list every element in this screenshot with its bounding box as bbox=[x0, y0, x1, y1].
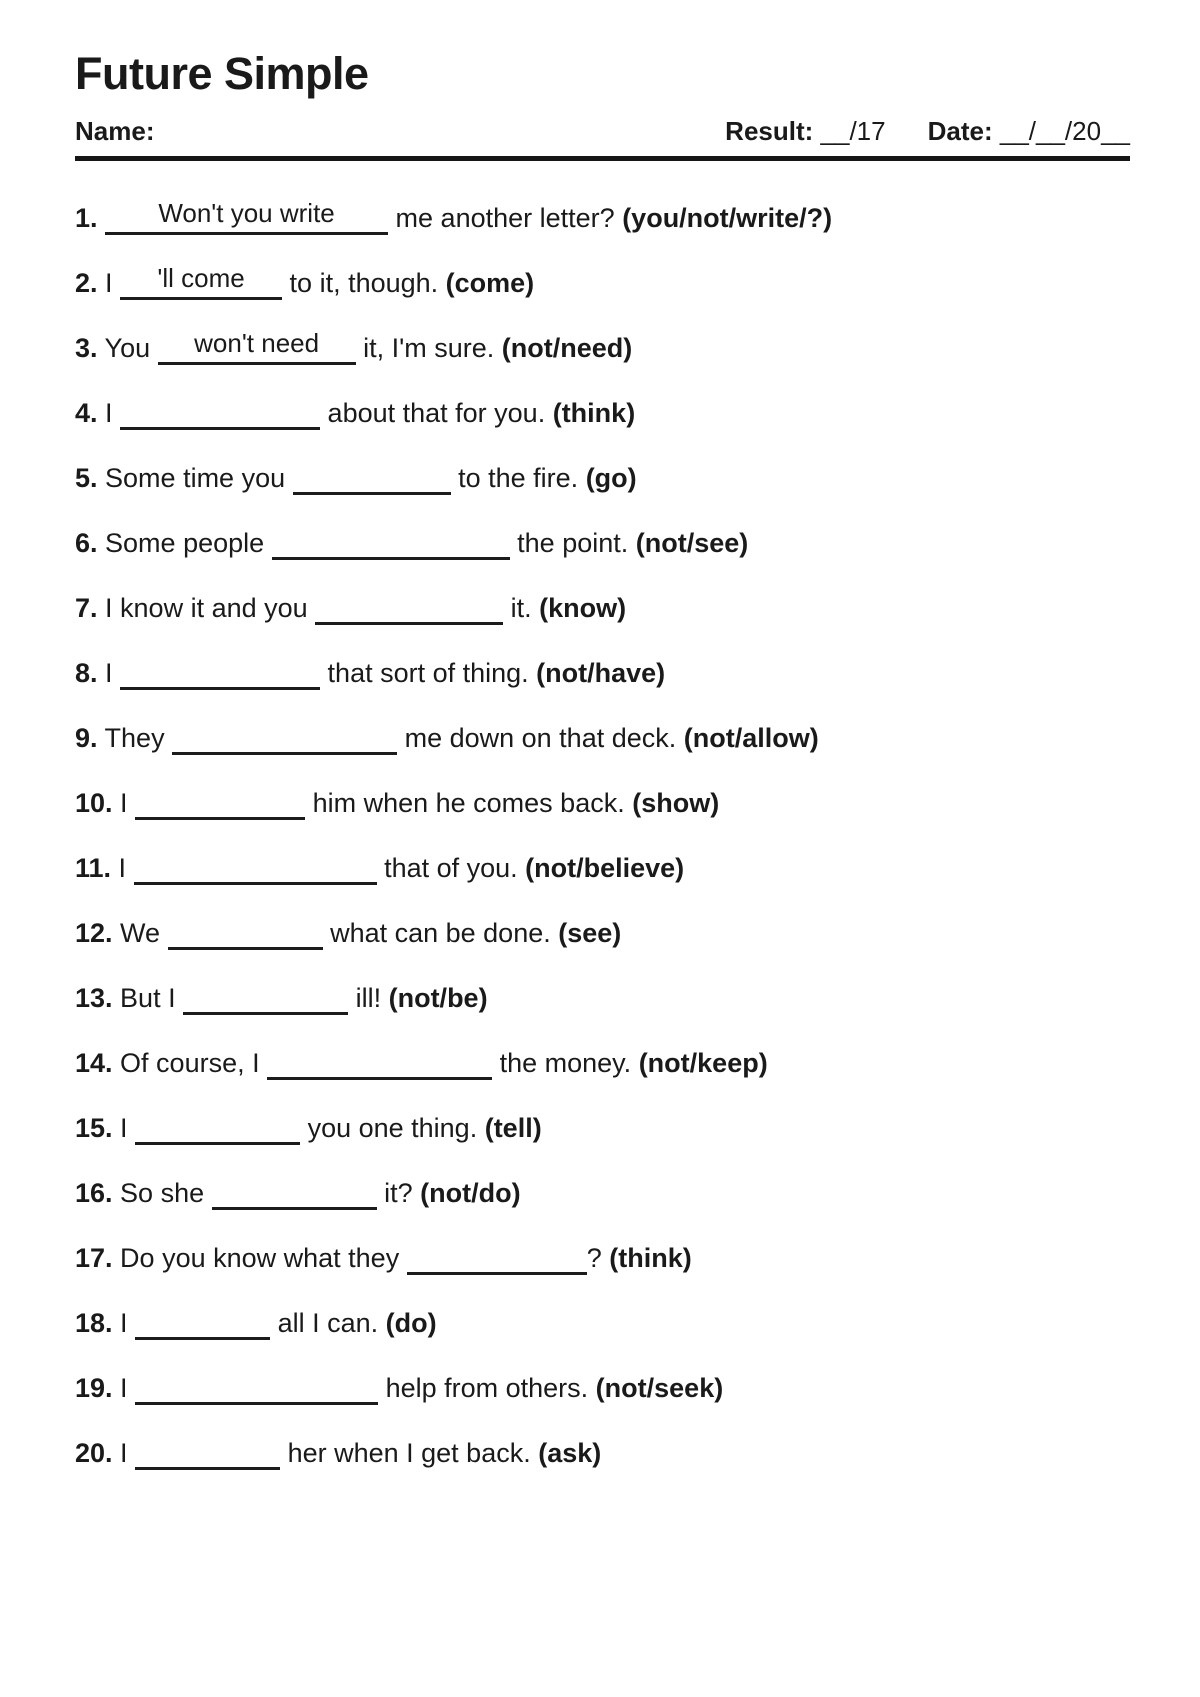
verb-hint: (not/need) bbox=[501, 333, 633, 363]
verb-hint: (do) bbox=[385, 1308, 437, 1338]
question-row bbox=[75, 1176, 1130, 1210]
question-row bbox=[75, 461, 1130, 495]
question-post-text: what can be done. bbox=[322, 918, 559, 948]
verb-hint: (not/do) bbox=[420, 1178, 521, 1208]
question-row bbox=[75, 263, 1130, 300]
answer-blank[interactable] bbox=[172, 722, 397, 755]
verb-hint: (not/keep) bbox=[638, 1048, 768, 1078]
verb-hint: (go) bbox=[585, 463, 637, 493]
question-number: 11. bbox=[75, 853, 112, 883]
verb-hint: (show) bbox=[632, 788, 720, 818]
question-row bbox=[75, 656, 1130, 690]
verb-hint: (think) bbox=[609, 1243, 692, 1273]
question-post-text: it. bbox=[503, 593, 540, 623]
verb-hint: (ask) bbox=[538, 1438, 602, 1468]
question-post-text: to the fire. bbox=[450, 463, 586, 493]
question-post-text: it, I'm sure. bbox=[355, 333, 502, 363]
verb-hint: (know) bbox=[539, 593, 627, 623]
question-post-text: all I can. bbox=[270, 1308, 386, 1338]
question-post-text: that of you. bbox=[376, 853, 526, 883]
question-row bbox=[75, 786, 1130, 820]
question-row bbox=[75, 1306, 1130, 1340]
question-pre-text: You bbox=[97, 333, 158, 363]
worksheet-meta bbox=[75, 116, 1130, 147]
question-post-text: ? bbox=[586, 1243, 610, 1273]
question-row bbox=[75, 198, 1130, 235]
question-post-text: it? bbox=[376, 1178, 421, 1208]
question-pre-text: I know it and you bbox=[97, 593, 316, 623]
result-value: __/17 bbox=[820, 116, 886, 146]
question-number: 9. bbox=[75, 723, 98, 753]
question-number: 4. bbox=[75, 398, 98, 428]
meta-right bbox=[725, 116, 1130, 147]
question-pre-text: So she bbox=[112, 1178, 212, 1208]
header-divider bbox=[75, 156, 1130, 161]
question-post-text: you one thing. bbox=[300, 1113, 485, 1143]
verb-hint: (not/see) bbox=[635, 528, 749, 558]
verb-hint: (think) bbox=[552, 398, 636, 428]
question-row bbox=[75, 396, 1130, 430]
question-row bbox=[75, 1046, 1130, 1080]
date-label: Date: bbox=[927, 116, 993, 146]
question-pre-text: I bbox=[111, 853, 134, 883]
verb-hint: (not/be) bbox=[388, 983, 488, 1013]
answer-blank[interactable] bbox=[135, 787, 305, 820]
question-pre-text: I bbox=[112, 788, 136, 818]
question-post-text: ill! bbox=[348, 983, 389, 1013]
date-field bbox=[928, 116, 1130, 147]
verb-hint: (not/seek) bbox=[595, 1373, 724, 1403]
answer-blank[interactable] bbox=[135, 1307, 270, 1340]
question-pre-text: I bbox=[112, 1113, 136, 1143]
question-number: 20. bbox=[75, 1438, 113, 1468]
question-row bbox=[75, 1241, 1130, 1275]
verb-hint: (you/not/write/?) bbox=[622, 203, 833, 233]
question-number: 2. bbox=[75, 268, 98, 298]
meta-spacer bbox=[993, 116, 1000, 146]
question-number: 5. bbox=[75, 463, 98, 493]
question-number: 16. bbox=[75, 1178, 113, 1208]
result-label: Result: bbox=[725, 116, 814, 146]
question-post-text: her when I get back. bbox=[280, 1438, 539, 1468]
answer-blank[interactable] bbox=[105, 198, 388, 235]
question-number: 14. bbox=[75, 1048, 113, 1078]
question-row bbox=[75, 328, 1130, 365]
verb-hint: (come) bbox=[445, 268, 535, 298]
question-post-text: the money. bbox=[492, 1048, 639, 1078]
verb-hint: (not/allow) bbox=[683, 723, 819, 753]
question-pre-text: I bbox=[112, 1438, 136, 1468]
name-label: Name: bbox=[75, 116, 155, 146]
question-pre-text: Of course, I bbox=[112, 1048, 268, 1078]
question-row bbox=[75, 981, 1130, 1015]
answer-blank[interactable] bbox=[407, 1242, 587, 1275]
verb-hint: (tell) bbox=[484, 1113, 542, 1143]
question-row bbox=[75, 1111, 1130, 1145]
question-pre-text: I bbox=[97, 658, 121, 688]
answer-blank[interactable] bbox=[315, 592, 503, 625]
question-post-text: me another letter? bbox=[388, 203, 623, 233]
question-pre-text bbox=[98, 203, 106, 233]
question-number: 19. bbox=[75, 1373, 113, 1403]
questions bbox=[75, 198, 1130, 1470]
answer-blank[interactable] bbox=[272, 527, 510, 560]
question-post-text: that sort of thing. bbox=[320, 658, 537, 688]
meta-spacer bbox=[813, 116, 820, 146]
answer-blank[interactable] bbox=[267, 1047, 492, 1080]
question-pre-text: I bbox=[112, 1308, 136, 1338]
question-pre-text: I bbox=[112, 1373, 136, 1403]
question-row bbox=[75, 1371, 1130, 1405]
question-pre-text: We bbox=[112, 918, 168, 948]
answer-blank[interactable] bbox=[168, 917, 323, 950]
question-pre-text: I bbox=[97, 398, 121, 428]
answer-blank[interactable] bbox=[120, 263, 282, 300]
question-row bbox=[75, 721, 1130, 755]
answer-blank[interactable] bbox=[135, 1372, 378, 1405]
question-pre-text: But I bbox=[112, 983, 184, 1013]
page-title: Future Simple bbox=[75, 48, 369, 99]
answer-blank[interactable] bbox=[293, 462, 451, 495]
question-pre-text: Some time you bbox=[97, 463, 293, 493]
question-number: 17. bbox=[75, 1243, 113, 1273]
question-number: 1. bbox=[75, 203, 98, 233]
question-number: 18. bbox=[75, 1308, 113, 1338]
question-post-text: about that for you. bbox=[320, 398, 553, 428]
question-post-text: to it, though. bbox=[282, 268, 446, 298]
answer-blank[interactable] bbox=[135, 1112, 300, 1145]
question-post-text: him when he comes back. bbox=[305, 788, 633, 818]
question-number: 10. bbox=[75, 788, 113, 818]
question-pre-text: I bbox=[97, 268, 121, 298]
question-post-text: me down on that deck. bbox=[397, 723, 684, 753]
question-post-text: help from others. bbox=[378, 1373, 596, 1403]
answer-blank[interactable] bbox=[135, 1437, 280, 1470]
answer-text: won't need bbox=[194, 328, 320, 358]
question-row bbox=[75, 916, 1130, 950]
date-value: __/__/20__ bbox=[999, 116, 1130, 146]
verb-hint: (see) bbox=[558, 918, 622, 948]
question-pre-text: They bbox=[97, 723, 173, 753]
answer-text: 'll come bbox=[157, 263, 245, 293]
question-row bbox=[75, 851, 1130, 885]
question-pre-text: Some people bbox=[97, 528, 272, 558]
question-number: 6. bbox=[75, 528, 98, 558]
question-number: 8. bbox=[75, 658, 98, 688]
question-post-text: the point. bbox=[509, 528, 636, 558]
answer-blank[interactable] bbox=[158, 328, 356, 365]
verb-hint: (not/have) bbox=[536, 658, 666, 688]
question-number: 3. bbox=[75, 333, 98, 363]
answer-blank[interactable] bbox=[120, 397, 320, 430]
answer-blank[interactable] bbox=[212, 1177, 377, 1210]
question-row bbox=[75, 526, 1130, 560]
question-row bbox=[75, 591, 1130, 625]
answer-blank[interactable] bbox=[134, 852, 377, 885]
verb-hint: (not/believe) bbox=[525, 853, 685, 883]
result-field bbox=[725, 116, 885, 147]
question-number: 13. bbox=[75, 983, 113, 1013]
question-pre-text: Do you know what they bbox=[112, 1243, 407, 1273]
question-row bbox=[75, 1436, 1130, 1470]
answer-blank[interactable] bbox=[183, 982, 348, 1015]
answer-blank[interactable] bbox=[120, 657, 320, 690]
question-number: 15. bbox=[75, 1113, 113, 1143]
question-number: 12. bbox=[75, 918, 113, 948]
question-number: 7. bbox=[75, 593, 98, 623]
answer-text: Won't you write bbox=[158, 198, 335, 228]
